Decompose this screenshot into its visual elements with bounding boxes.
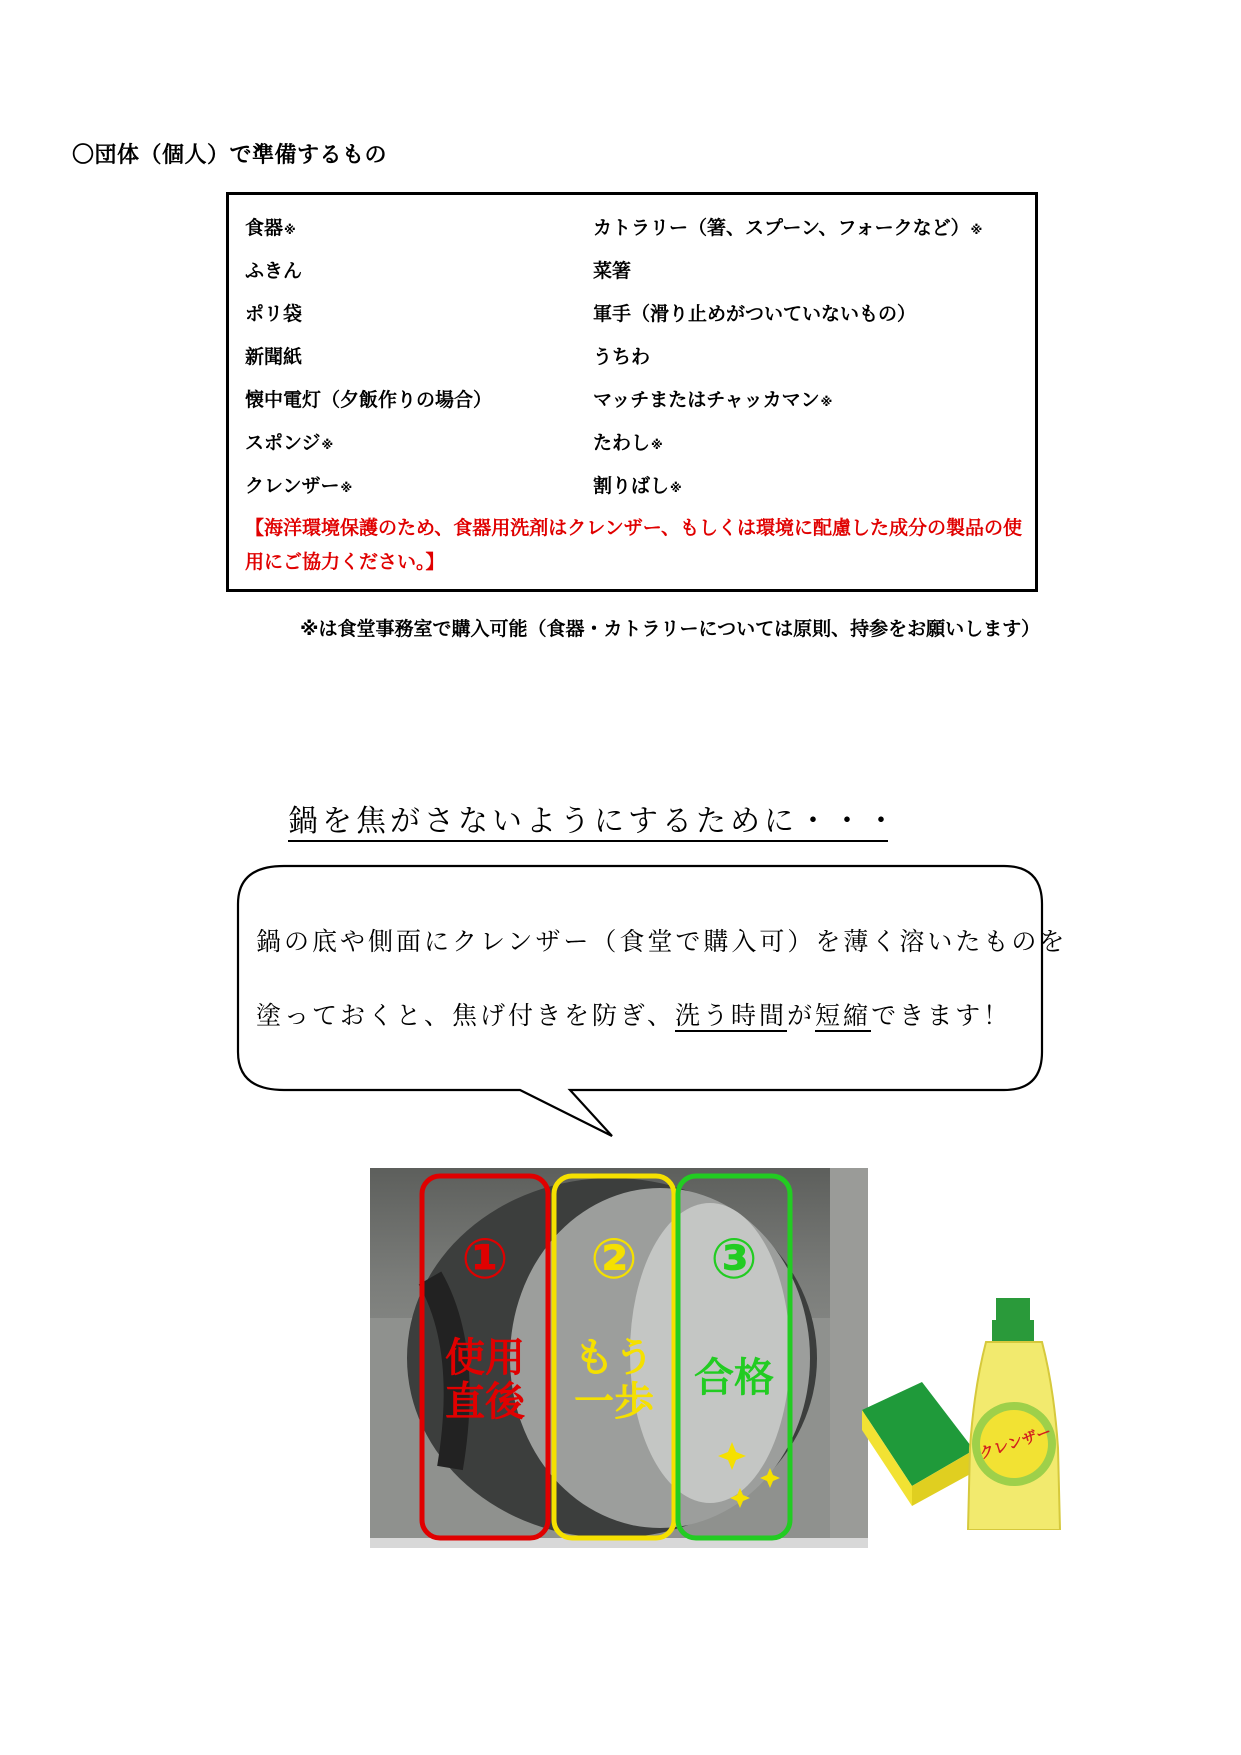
list-item: 食器※: [245, 217, 296, 239]
bubble-text-line1: 鍋の底や側面にクレンザー（食堂で購入可）を薄く溶いたものを: [256, 927, 1068, 956]
bottle-label: クレンザー: [977, 1422, 1054, 1463]
list-item: マッチまたはチャッカマン※: [593, 389, 833, 411]
list-item: 菜箸: [593, 260, 632, 282]
list-item: クレンザー※: [245, 475, 353, 497]
list-item: 懐中電灯（夕飯作りの場合）: [245, 389, 493, 411]
section-title: 鍋を焦がさないようにするために・・・: [288, 804, 900, 839]
bubble-text-line2: 塗っておくと、焦げ付きを防ぎ、洗う時間が短縮できます！: [256, 1001, 1012, 1030]
pot-photo: [370, 1168, 868, 1548]
eco-notice: 【海洋環境保護のため、食器用洗剤はクレンザー、もしくは環境に配慮した成分の製品の使用にご協力ください。】: [245, 517, 1023, 573]
list-item: うちわ: [593, 346, 651, 368]
list-item: ポリ袋: [245, 303, 303, 325]
cleanser-bottle-icon: [964, 1298, 1064, 1530]
list-item: カトラリー（箸、スプーン、フォークなど）※: [593, 217, 983, 239]
stage-3-label: ③ 合格: [694, 1227, 774, 1401]
footnote: ※は食堂事務室で購入可能（食器・カトラリーについては原則、持参をお願いします）: [300, 618, 1041, 640]
list-item: スポンジ※: [245, 432, 334, 454]
stage-2-label: ② もう 一歩: [574, 1227, 654, 1425]
list-item: 割りばし※: [593, 475, 682, 497]
section-heading: 〇団体（個人）で準備するもの: [72, 143, 388, 168]
list-item: ふきん: [245, 260, 303, 282]
list-item: 新聞紙: [245, 346, 303, 368]
list-item: たわし※: [593, 432, 663, 454]
list-item: 軍手（滑り止めがついていないもの）: [593, 303, 917, 325]
stage-1-label: ① 使用 直後: [445, 1227, 525, 1425]
